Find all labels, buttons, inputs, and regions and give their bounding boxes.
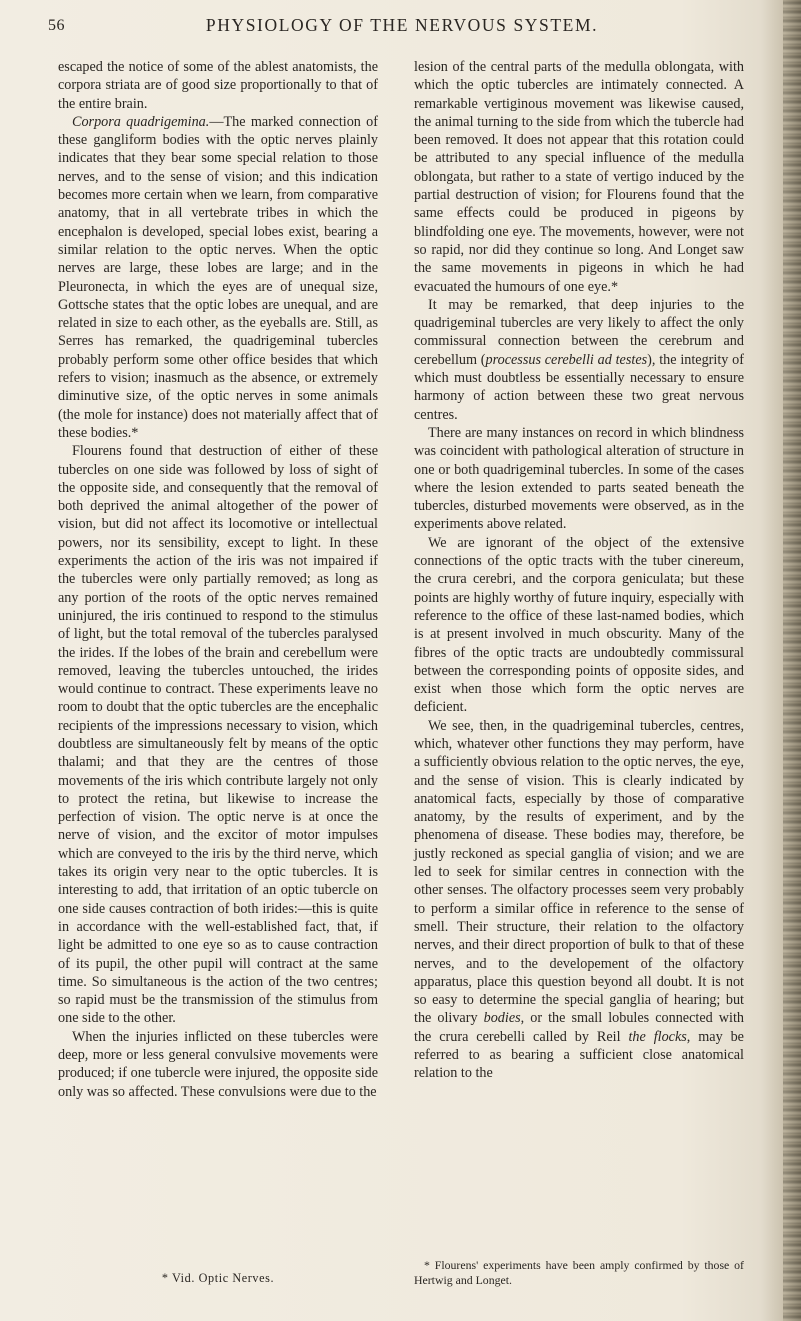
paragraph: escaped the notice of some of the ablest anatomists, the corpora striata are of good size proportionally to that of the entire brain. [58, 59, 378, 112]
footnote-text: * Flourens' experiments have been amply confirmed by those of Hertwig and Longet. [414, 1258, 744, 1287]
paragraph [58, 113, 378, 442]
paragraph-text: ), the integrity of which must doubtless be essentially necessary to ensure harmony of action between these two great nervous centres. [414, 351, 744, 423]
paragraph [414, 296, 744, 424]
section-title: Corpora quadrigemina. [72, 113, 210, 130]
footnote: * Vid. Optic Nerves. [161, 1271, 275, 1285]
paragraph-text: We see, then, in the quadrigeminal tubercles, centres, which, whatever other functions they may perform, have a sufficiently obvious relation to the optic nerves, the eye, and the sense of vision. This is clearly indicated by anatomical facts, especially by those of comparative anatomy, by the results of experiment, and by the phenomena of disease. These bodies may, therefore, be justly reckoned as special ganglia of vision; and we are led to seek for similar centres in connection with the other senses. The olfactory processes seem very probably to perform a similar office in reference to the sense of smell. Their structure, their relation to the olfactory nerves, and their direct proportion of bulk to that of these nerves, and to the developement of the olfactory apparatus, place this question beyond all doubt. It is not so easy to determine the special ganglia of hearing; but the olivary [414, 717, 744, 1027]
page-edge [783, 0, 801, 1321]
italic-term: the flocks [628, 1028, 687, 1045]
paragraph-text: —The marked connection of these gangliform bodies with the optic nerves plainly indicates that they bear some special relation to those nerves, and to the sense of vision; and this indication becomes more certain when we learn, from comparative anatomy, that in all vertebrate tribes in which the encephalon is developed, special lobes exist, bearing a similar relation to the optic nerves. When the optic nerves are large, these lobes are large; and in the Pleuronecta, in which the eyes are of unequal size, Gottsche states that the optic lobes are unequal, and are related in size to each other, as the eyeballs are. Still, as Serres has remarked, the quadrigeminal tubercles probably perform some other office besides that which refers to vision; inasmuch as the absence, or extremely diminutive size, of the optic nerves in some animals (the mole for instance) does not materially affect that of these bodies.* [58, 113, 378, 441]
page-number: 56 [48, 17, 65, 34]
paragraph: There are many instances on record in which blindness was coincident with pathological alteration of structure in one or both quadrigeminal tubercles. In some of the cases where the lesion extended to parts seated beneath the tubercles, disturbed movements were observed, as in the experiments above related. [414, 424, 744, 533]
latin-term: processus cerebelli ad testes [485, 351, 648, 368]
paragraph: lesion of the central parts of the medulla oblongata, with which the optic tubercles are intimately connected. A remarkable vertiginous movement was likewise caused, the animal turning to the side from which the tubercle had been removed. It does not appear that this rotation could be attributed to any special influence of the medulla oblongata, but rather to a state of vertigo induced by the partial destruction of vision; for Flourens found that the same effects could be produced in pigeons by blindfolding one eye. The movements, however, were not so rapid, nor did they continue so long. And Longet saw the same movements in pigeons in which he had evacuated the humours of one eye.* [414, 59, 744, 295]
footnote [414, 1258, 744, 1288]
paragraph-text: , may be referred to as bearing a sufficient close anatomical relation to the [414, 1028, 744, 1082]
left-column [58, 58, 378, 1101]
paragraph: When the injuries inflicted on these tubercles were deep, more or less general convulsive movements were produced; if one tubercle were injured, the opposite side only was so affected. These convulsions were due to the [58, 1028, 378, 1100]
paragraph-text: It may be remarked, that deep injuries to the quadrigeminal tubercles are very likely to affect the only commissural connection between the cerebrum and cerebellum ( [414, 296, 744, 368]
page-header [48, 13, 756, 39]
paragraph: Flourens found that destruction of either of these tubercles on one side was followed by loss of sight of the opposite side, and consequently that the removal of both deprived the animal altogether of the power of vision, but did not affect its locomotive or intellectual powers, nor its sensibility, except to light. In these experiments the action of the iris was not impaired if the tubercles were only partially removed; as long as any portion of the roots of the optic nerves remained uninjured, the iris continued to respond to the stimulus of light, but the total removal of the tubercles paralysed the irides. If the lobes of the brain and cerebellum were removed, leaving the tubercles untouched, the irides would continue to contract. These experiments leave no room to doubt that the optic tubercles are the encephalic recipients of the impressions necessary to vision, which doubtless are simultaneously felt by means of the optic thalami; and that they are the centres of those movements of the iris which contribute largely not only to protect the retina, but likewise to increase the perfection of vision. The optic nerve is at once the nerve of vision, and the excitor of motor impulses which are conveyed to the iris by the third nerve, which takes its origin very near to the optic tubercles. It is interesting to add, that irritation of an optic tubercle on one side causes contraction of both irides:—this is quite in accordance with the well-established fact, that, if light be admitted to one eye so as to cause contraction of its pupil, the other pupil will contract at the same time. So simultaneous is the action of the two centres; so rapid must be the transmission of the stimulus from one side to the other. [58, 443, 378, 1027]
right-column [414, 58, 744, 1083]
paragraph: We are ignorant of the object of the extensive connections of the optic tracts with the tuber cinereum, the crura cerebri, and the corpora geniculata; but these points are highly worthy of future inquiry, especially with reference to the office of these last-named bodies, which is at present involved in much obscurity. Many of the fibres of the optic tracts are undoubtedly commissural between the corresponding points of opposite sides, and exist when those which form the optic nerves are deficient. [414, 534, 744, 716]
paragraph-text: , or the small lobules connected with the crura cerebelli called by Reil [414, 1010, 744, 1045]
running-head: PHYSIOLOGY OF THE NERVOUS SYSTEM. [205, 15, 599, 35]
paragraph [414, 717, 744, 1083]
italic-term: bodies [483, 1010, 521, 1027]
